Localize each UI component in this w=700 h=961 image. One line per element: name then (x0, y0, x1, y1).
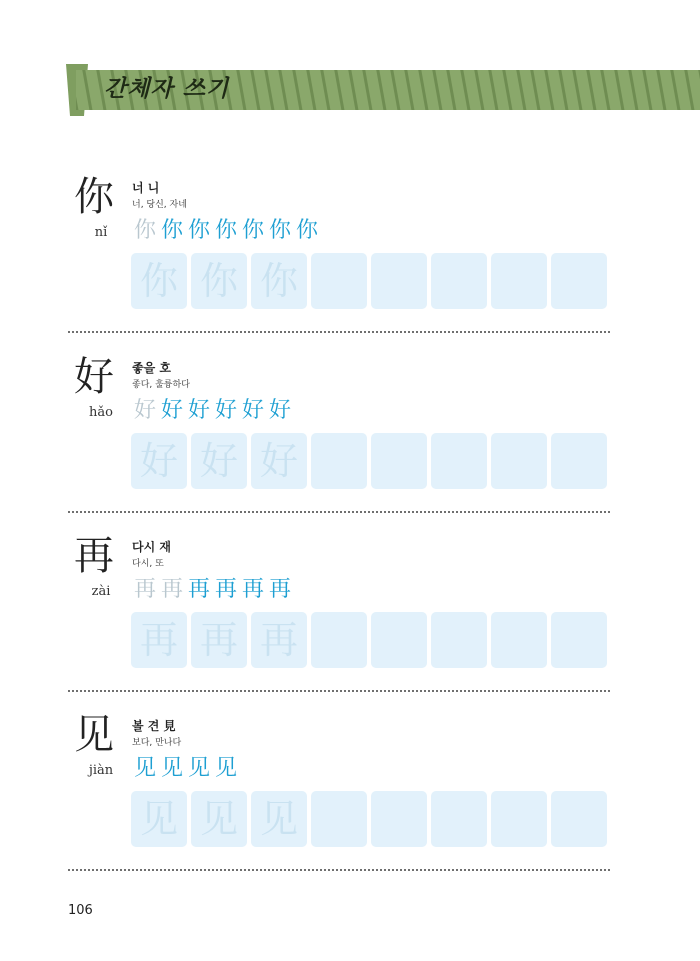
practice-cell[interactable] (431, 612, 487, 668)
practice-cell[interactable] (551, 791, 607, 847)
pinyin: nǐ (94, 225, 108, 240)
practice-cell[interactable]: 好 (131, 433, 187, 489)
dotted-divider (68, 331, 610, 333)
practice-cell[interactable]: 见 (191, 791, 247, 847)
stroke-step: 再 (133, 577, 156, 602)
practice-cell[interactable] (431, 433, 487, 489)
practice-cell[interactable] (371, 612, 427, 668)
dotted-divider (68, 690, 610, 692)
practice-cell[interactable]: 见 (131, 791, 187, 847)
korean-gloss: 너, 당신, 자네 (132, 200, 187, 210)
korean-gloss: 다시, 또 (132, 559, 164, 569)
character-entry (68, 713, 613, 893)
practice-cell[interactable] (371, 791, 427, 847)
practice-cell[interactable] (551, 612, 607, 668)
stroke-order (132, 397, 293, 425)
stroke-step: 你 (268, 218, 291, 243)
korean-meaning: 너 니 (132, 181, 160, 195)
stroke-step: 再 (160, 577, 183, 602)
stroke-order (132, 576, 293, 604)
stroke-step: 再 (268, 577, 291, 602)
practice-cell[interactable] (431, 791, 487, 847)
stroke-step: 你 (187, 218, 210, 243)
stroke-step: 你 (160, 218, 183, 243)
practice-cell[interactable]: 你 (191, 253, 247, 309)
practice-grid (131, 791, 607, 847)
stroke-order (132, 755, 239, 783)
pinyin: zài (91, 584, 111, 599)
stroke-step: 好 (241, 398, 264, 423)
page-title: 간체자 쓰기 (104, 76, 230, 102)
practice-cell[interactable] (311, 433, 367, 489)
practice-cell[interactable] (431, 253, 487, 309)
practice-cell[interactable] (491, 612, 547, 668)
pinyin: jiàn (88, 763, 114, 778)
stroke-step: 好 (214, 398, 237, 423)
stroke-step: 好 (268, 398, 291, 423)
practice-cell[interactable]: 你 (251, 253, 307, 309)
practice-cell[interactable]: 再 (191, 612, 247, 668)
section-banner (66, 60, 700, 116)
practice-cell[interactable] (311, 612, 367, 668)
practice-cell[interactable] (491, 791, 547, 847)
stroke-step: 再 (214, 577, 237, 602)
practice-cell[interactable] (551, 433, 607, 489)
korean-meaning: 다시 재 (132, 540, 171, 554)
practice-cell[interactable]: 见 (251, 791, 307, 847)
practice-cell[interactable]: 再 (131, 612, 187, 668)
stroke-step: 好 (160, 398, 183, 423)
character-entry (68, 355, 613, 535)
practice-cell[interactable] (371, 253, 427, 309)
stroke-step: 好 (187, 398, 210, 423)
hanzi-character: 见 (74, 712, 114, 758)
practice-cell[interactable] (371, 433, 427, 489)
dotted-divider (68, 869, 610, 871)
practice-cell[interactable]: 再 (251, 612, 307, 668)
practice-cell[interactable] (551, 253, 607, 309)
stroke-step: 见 (133, 756, 156, 781)
stroke-step: 你 (133, 218, 156, 243)
stroke-order (132, 217, 320, 245)
korean-gloss: 좋다, 훌륭하다 (132, 380, 190, 390)
stroke-step: 见 (214, 756, 237, 781)
practice-cell[interactable] (491, 433, 547, 489)
practice-grid (131, 612, 607, 668)
hanzi-character: 你 (74, 174, 114, 220)
practice-cell[interactable] (491, 253, 547, 309)
stroke-step: 你 (214, 218, 237, 243)
stroke-step: 再 (187, 577, 210, 602)
stroke-step: 好 (133, 398, 156, 423)
stroke-step: 见 (187, 756, 210, 781)
pinyin: hǎo (89, 405, 113, 420)
stroke-step: 你 (295, 218, 318, 243)
practice-cell[interactable] (311, 791, 367, 847)
korean-meaning: 볼 견 見 (132, 719, 176, 733)
dotted-divider (68, 511, 610, 513)
hanzi-character: 好 (74, 354, 114, 400)
character-entry (68, 534, 613, 714)
character-entry (68, 175, 613, 355)
practice-cell[interactable] (311, 253, 367, 309)
practice-cell[interactable]: 好 (191, 433, 247, 489)
practice-cell[interactable]: 好 (251, 433, 307, 489)
stroke-step: 再 (241, 577, 264, 602)
stroke-step: 你 (241, 218, 264, 243)
korean-meaning: 좋을 호 (132, 361, 171, 375)
stroke-step: 见 (160, 756, 183, 781)
korean-gloss: 보다, 만나다 (132, 738, 182, 748)
practice-grid (131, 253, 607, 309)
page-number: 106 (68, 903, 93, 918)
practice-cell[interactable]: 你 (131, 253, 187, 309)
hanzi-character: 再 (74, 533, 114, 579)
practice-grid (131, 433, 607, 489)
